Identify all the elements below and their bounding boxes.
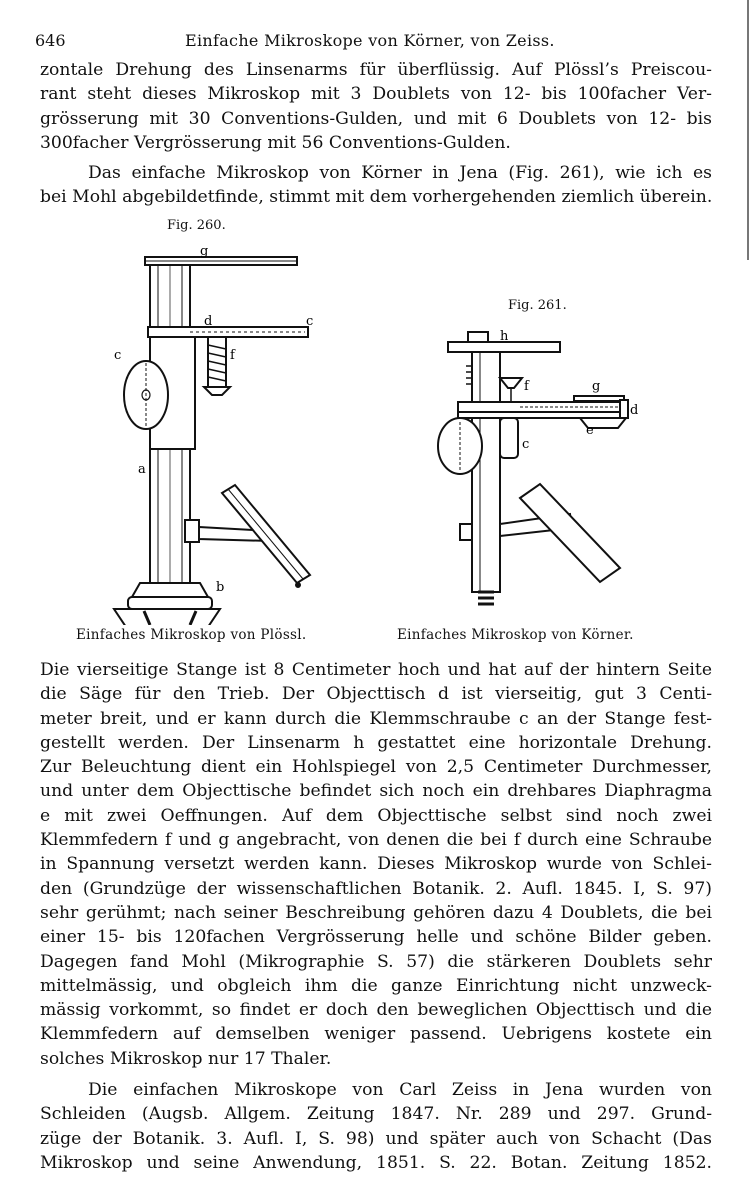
text-line: sehr gerühmt; nach seiner Beschreibung gehören dazu 4 Doublets, die bei (40, 902, 712, 923)
text-line: züge der Botanik. 3. Aufl. I, S. 98) und später auch von Schacht (Das (40, 1128, 712, 1149)
figure-261-caption: Einfaches Mikroskop von Körner. (397, 627, 634, 643)
text-line: Zur Beleuchtung dient ein Hohlspiegel von 2,5 Centimeter Durchmesser, (40, 757, 712, 778)
figure-261-label: Fig. 261. (508, 298, 567, 313)
text-line: Die einfachen Mikroskope von Carl Zeiss in Jena wurden von (88, 1080, 712, 1100)
figure-260-label: Fig. 260. (167, 218, 226, 233)
part-label-h: h (500, 329, 509, 344)
text-line: Die vierseitige Stange ist 8 Centimeter hoch und hat auf der hintern Seite (40, 660, 712, 680)
text-line: mittelmässig, und obgleich ihm die ganze Einrichtung nicht unzweck- (40, 975, 712, 996)
text-line: Klemmfedern f und g angebracht, von denen die bei f durch eine Schraube (40, 830, 712, 851)
part-label-g: g (200, 244, 209, 259)
running-head-title: Einfache Mikroskope von Körner, von Zeiss. (185, 31, 555, 50)
page-edge-shadow (747, 0, 749, 260)
paragraph-1 (40, 58, 712, 155)
part-label-c: c (522, 437, 530, 452)
text-line: 300facher Vergrösserung mit 56 Conventions-Gulden. (40, 132, 511, 153)
text-line: bei Mohl abgebildetfinde, stimmt mit dem vorhergehenden ziemlich überein. (40, 187, 713, 208)
text-line: grösserung mit 30 Conventions-Gulden, und mit 6 Doublets von 12- bis (40, 108, 712, 129)
part-label-f: f (230, 348, 235, 363)
text-line: solches Mikroskop nur 17 Thaler. (40, 1048, 332, 1069)
part-label-f: f (524, 379, 529, 394)
text-line: e mit zwei Oeffnungen. Auf dem Objecttische selbst sind noch zwei (40, 805, 712, 826)
text-line: mässig vorkommt, so findet er doch den beweglichen Objecttisch und die (40, 1000, 712, 1021)
text-line: in Spannung versetzt werden kann. Dieses Mikroskop wurde von Schlei- (40, 854, 712, 875)
text-line: Klemmfedern auf demselben weniger passend. Uebrigens kostete ein (40, 1024, 712, 1045)
text-line: meter breit, und er kann durch die Klemmschraube c an der Stange fest- (40, 708, 712, 729)
text-line: einer 15- bis 120fachen Vergrösserung helle und schöne Bilder geben. (40, 927, 712, 948)
part-label-a: a (138, 462, 146, 477)
paragraph-4 (40, 1078, 712, 1175)
figure-260-caption: Einfaches Mikroskop von Plössl. (76, 627, 307, 643)
page-number: 646 (35, 31, 66, 50)
part-label-c-right: c (306, 314, 314, 329)
part-label-g: g (592, 379, 601, 394)
text-line: die Säge für den Trieb. Der Objecttisch d ist vierseitig, gut 3 Centi- (40, 684, 712, 705)
text-line: gestellt werden. Der Linsenarm h gestattet eine horizontale Drehung. (40, 732, 712, 753)
text-line: Schleiden (Augsb. Allgem. Zeitung 1847. Nr. 289 und 297. Grund- (40, 1104, 712, 1125)
part-label-d: d (204, 314, 213, 329)
text-line: Mikroskop und seine Anwendung, 1851. S. 22. Botan. Zeitung 1852. (40, 1152, 712, 1173)
text-line: den (Grundzüge der wissenschaftlichen Botanik. 2. Aufl. 1845. I, S. 97) (40, 878, 712, 899)
text-line: Dagegen fand Mohl (Mikrographie S. 57) die stärkeren Doublets sehr (40, 951, 712, 972)
text-line: rant steht dieses Mikroskop mit 3 Doublets von 12- bis 100facher Ver- (40, 84, 712, 105)
part-label-b: b (216, 580, 225, 595)
text-line: Das einfache Mikroskop von Körner in Jena (Fig. 261), wie ich es (88, 163, 712, 183)
part-label-d: d (630, 403, 639, 418)
paragraph-2 (40, 161, 712, 210)
running-head (35, 30, 715, 52)
paragraph-3 (40, 658, 712, 1071)
text-line: und unter dem Objecttische befindet sich noch ein drehbares Diaphragma (40, 781, 712, 802)
part-label-e: e (586, 423, 594, 438)
figure-260-illustration (100, 235, 330, 625)
text-line: zontale Drehung des Linsenarms für überflüssig. Auf Plössl’s Preiscou- (40, 60, 712, 80)
figure-261-illustration (430, 318, 650, 618)
part-label-c-left: c (114, 348, 122, 363)
